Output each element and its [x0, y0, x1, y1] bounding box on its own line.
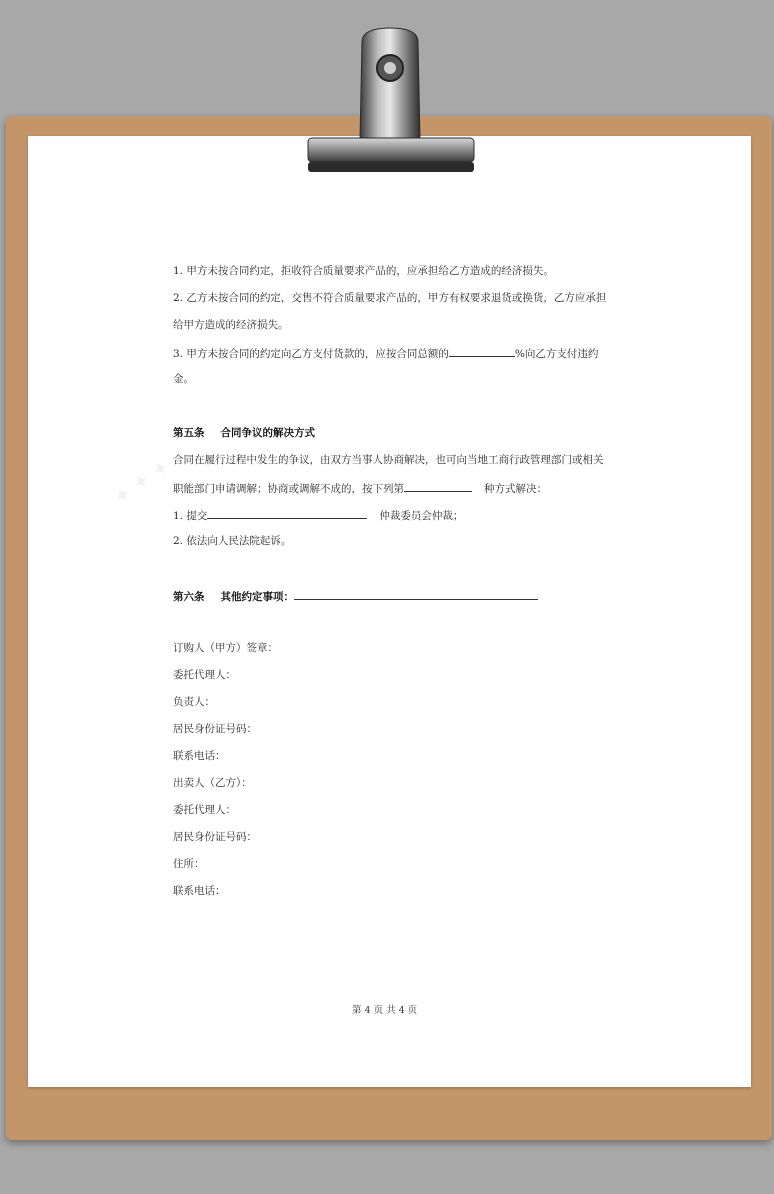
clause4-item3 [173, 345, 598, 361]
clause4-item3-text: 3. 甲方未按合同的约定向乙方支付货款的，应按合同总额的 [173, 348, 449, 360]
clause4-item3-cont: 金。 [173, 373, 194, 385]
method-blank[interactable] [404, 480, 472, 492]
clause5-line2-text: 职能部门申请调解；协商或调解不成的，按下列第 [173, 483, 404, 495]
clause6-heading [173, 588, 538, 604]
clause5-line1: 合同在履行过程中发生的争议，由双方当事人协商解决，也可向当地工商行政管理部门或相关 [173, 454, 604, 466]
clause6-number: 第六条 [173, 591, 205, 603]
clause5-option1-tail: 仲裁委员会仲裁； [379, 510, 464, 522]
clause5-line2 [173, 480, 547, 496]
signature-field: 订购人（甲方）签章： [173, 642, 278, 654]
clause6-title: 其他约定事项： [220, 591, 294, 603]
clause4-item2: 2. 乙方未按合同的约定，交售不符合质量要求产品的，甲方有权要求退货或换货，乙方应承担 [173, 292, 607, 304]
clause5-line2-tail: 种方式解决： [484, 483, 547, 495]
clause5-option1 [173, 507, 463, 523]
other-terms-blank[interactable] [294, 588, 538, 600]
signature-field: 联系电话： [173, 750, 226, 762]
clause5-heading [173, 426, 315, 440]
page-footer: 第 4 页 共 4 页 [352, 1005, 418, 1016]
clause4-item3-tail: %向乙方支付违约 [514, 348, 599, 360]
clause4-item1: 1. 甲方未按合同约定，拒收符合质量要求产品的，应承担给乙方造成的经济损失。 [173, 265, 554, 277]
signature-field: 联系电话： [173, 885, 226, 897]
signature-field: 居民身份证号码： [173, 723, 257, 735]
clause5-option1-text: 1. 提交 [173, 510, 208, 522]
clause4-item2-cont: 给甲方造成的经济损失。 [173, 319, 289, 331]
signature-field: 住所： [173, 858, 205, 870]
clause5-number: 第五条 [173, 427, 205, 439]
signature-field: 出卖人（乙方）： [173, 777, 252, 789]
watermark: ✦ ✦ ✦ [108, 454, 175, 510]
signature-field: 委托代理人： [173, 669, 236, 681]
signature-field: 委托代理人： [173, 804, 236, 816]
signature-field: 居民身份证号码： [173, 831, 257, 843]
percent-blank[interactable] [449, 345, 515, 357]
clause5-title: 合同争议的解决方式 [220, 427, 315, 439]
arbitration-blank[interactable] [207, 507, 367, 519]
signature-field: 负责人： [173, 696, 215, 708]
clause5-option2: 2. 依法向人民法院起诉。 [173, 535, 292, 547]
